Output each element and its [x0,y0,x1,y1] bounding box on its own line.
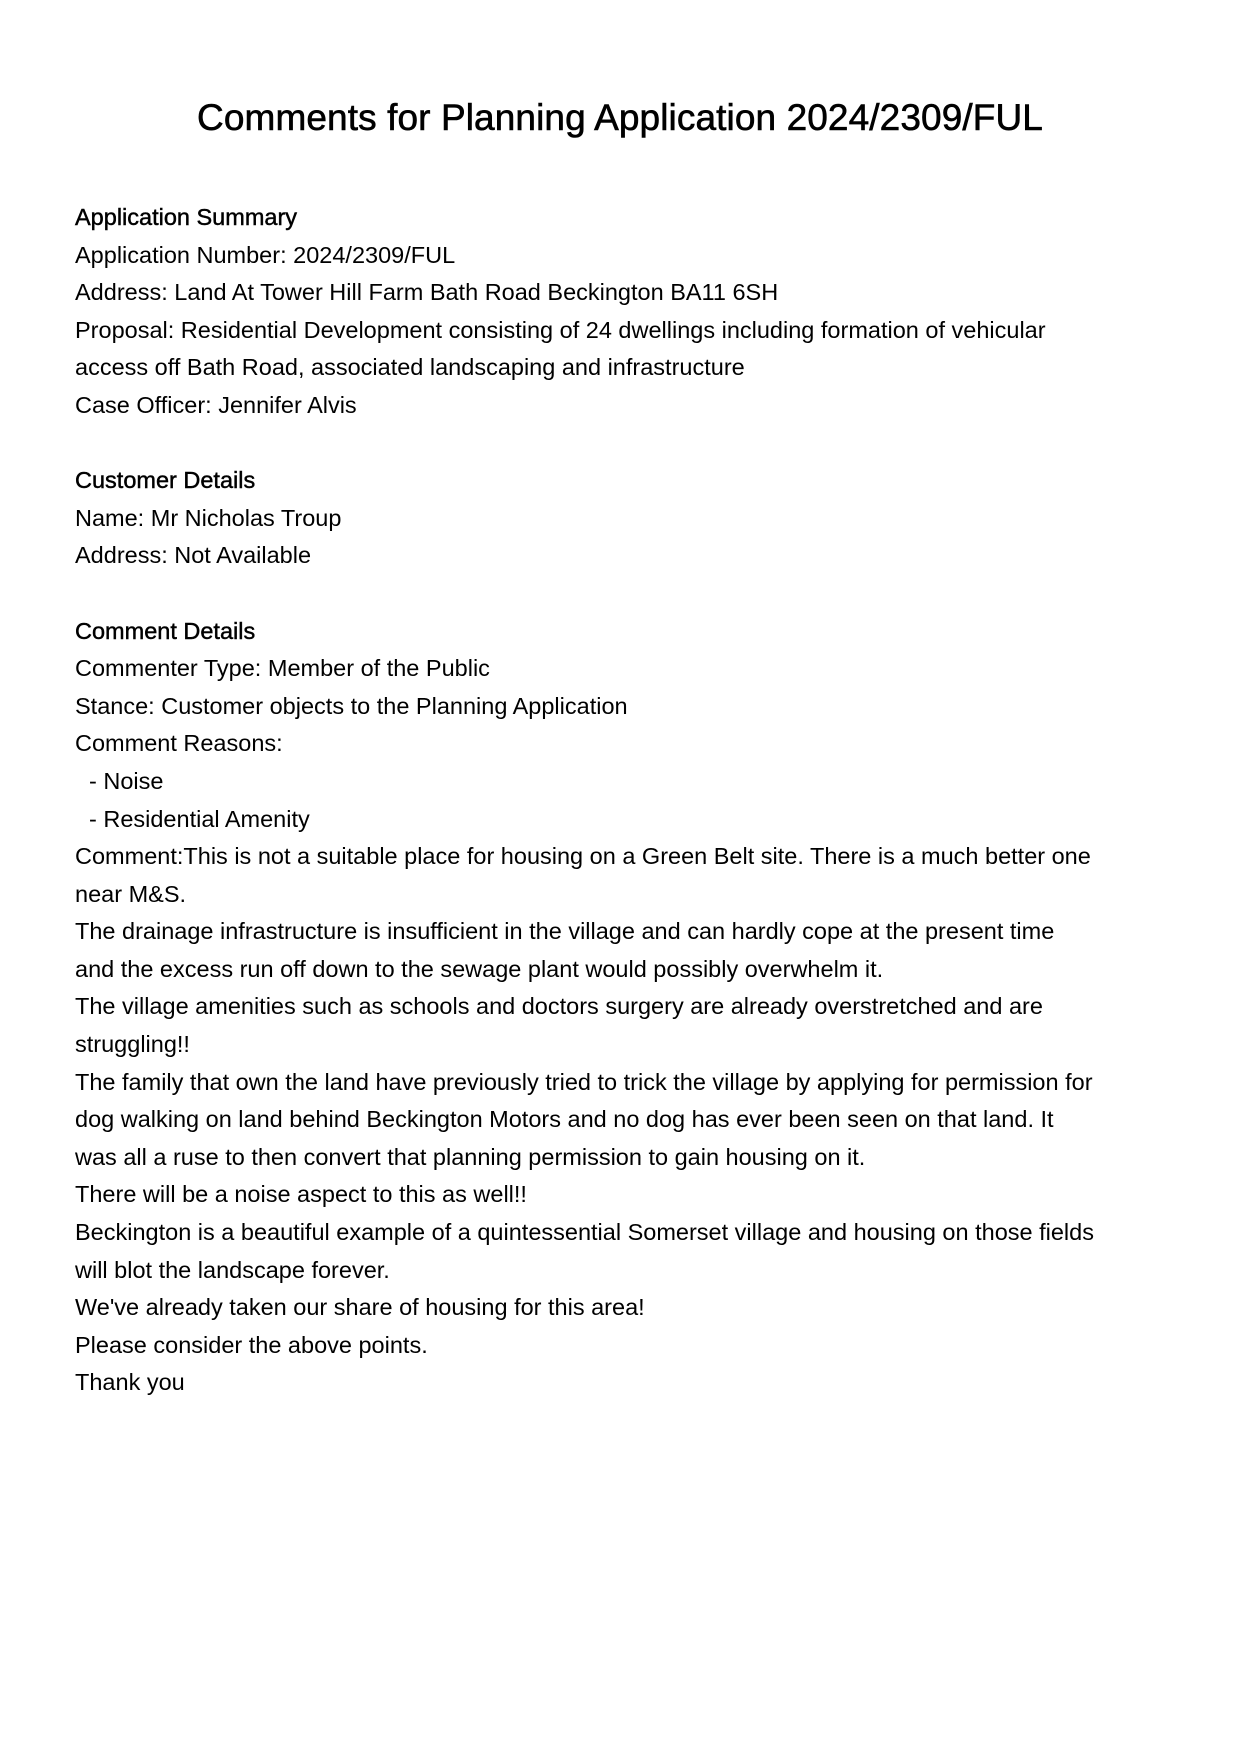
comment-line: There will be a noise aspect to this as well!! [75,1181,527,1208]
commenter-type: Commenter Type: Member of the Public [75,655,490,682]
application-summary-section [75,199,1185,425]
comment-details-heading: Comment Details [75,617,256,644]
customer-details-section [75,462,1185,575]
comment-reason-item: - Noise [89,767,164,794]
comment-line: We've already taken our share of housing for this area! [75,1294,645,1321]
document-body [75,199,1185,1402]
proposal-line-2: access off Bath Road, associated landscaping and infrastructure [75,354,745,381]
comment-line: Beckington is a beautiful example of a quintessential Somerset village and housing on those fields [75,1219,1094,1246]
case-officer: Case Officer: Jennifer Alvis [75,391,357,418]
application-number: Application Number: 2024/2309/FUL [75,241,456,268]
stance: Stance: Customer objects to the Planning Application [75,692,628,719]
customer-name: Name: Mr Nicholas Troup [75,504,342,531]
application-summary-heading: Application Summary [75,204,298,230]
comment-line: The village amenities such as schools and doctors surgery are already overstretched and are [75,993,1043,1020]
proposal-line-1: Proposal: Residential Development consisting of 24 dwellings including formation of vehicular [75,316,1046,343]
comment-reasons-label: Comment Reasons: [75,730,283,757]
comment-line: and the excess run off down to the sewage plant would possibly overwhelm it. [75,955,884,982]
comment-reason-item: - Residential Amenity [89,805,310,832]
comment-line: was all a ruse to then convert that planning permission to gain housing on it. [75,1143,866,1170]
comment-line: dog walking on land behind Beckington Motors and no dog has ever been seen on that land. It [75,1106,1054,1133]
page-title: Comments for Planning Application 2024/2309/FUL [197,97,1043,138]
comment-line: The family that own the land have previously tried to trick the village by applying for permission for [75,1068,1093,1095]
comment-line: Comment:This is not a suitable place for housing on a Green Belt site. There is a much better one [75,843,1091,870]
section-spacer [75,425,1185,463]
comment-line: The drainage infrastructure is insufficient in the village and can hardly cope at the present time [75,918,1055,945]
customer-address: Address: Not Available [75,542,312,569]
comment-line: Thank you [75,1369,185,1396]
comment-line: will blot the landscape forever. [75,1256,390,1283]
comment-line: Please consider the above points. [75,1331,428,1358]
section-spacer [75,575,1185,613]
comment-line: near M&S. [75,880,187,907]
comment-details-section [75,613,1185,1402]
customer-details-heading: Customer Details [75,467,256,494]
comment-line: struggling!! [75,1031,190,1058]
site-address: Address: Land At Tower Hill Farm Bath Road Beckington BA11 6SH [75,279,779,306]
